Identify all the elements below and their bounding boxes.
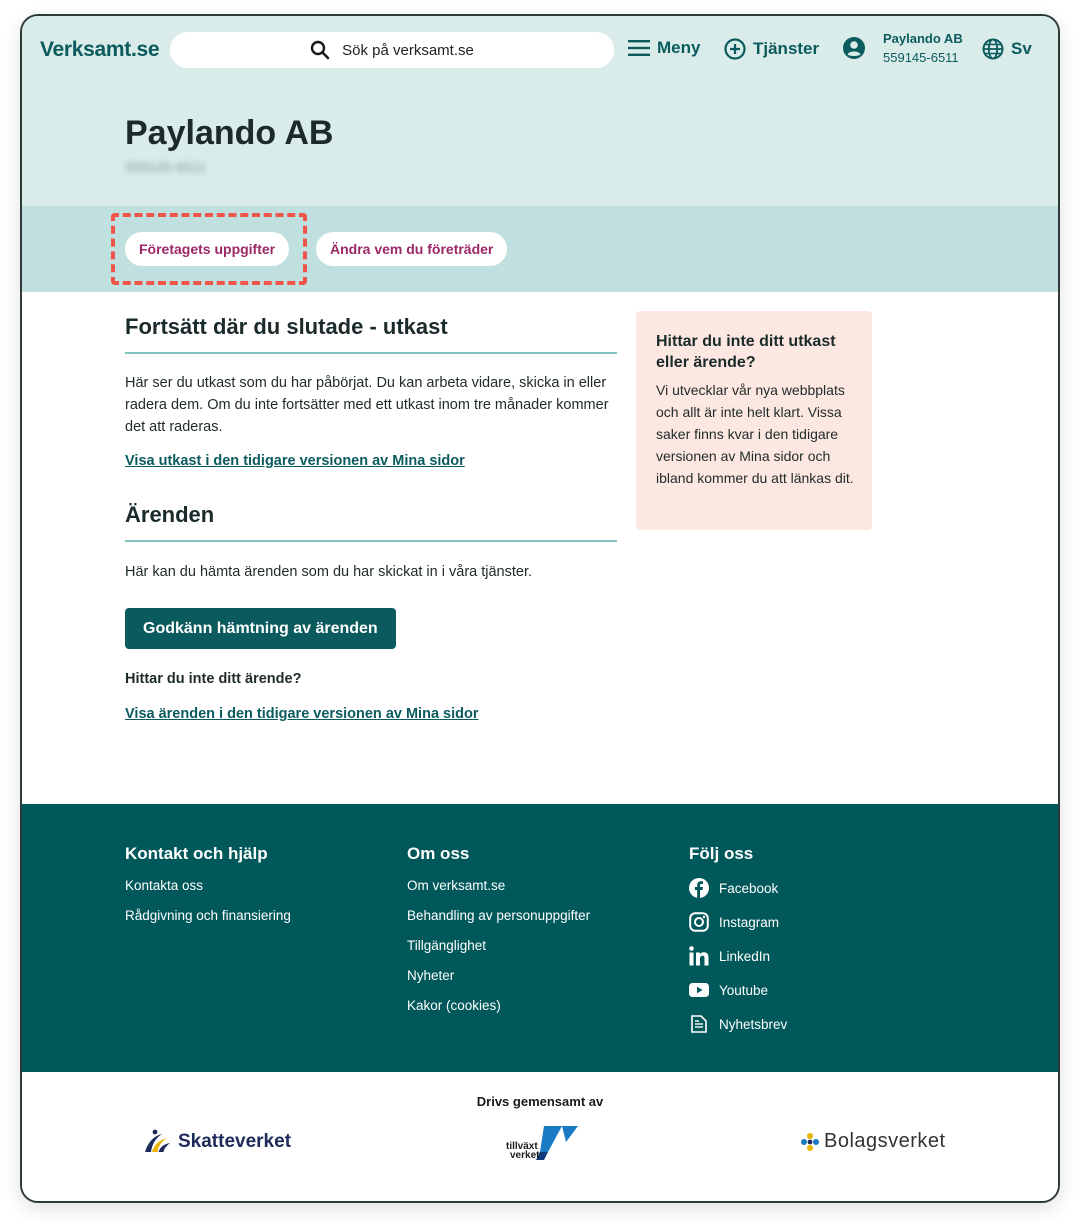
instagram-label: Instagram [719, 914, 780, 930]
footer-column-contact [125, 844, 291, 938]
drafts-heading: Fortsätt där du slutade - utkast [125, 314, 448, 339]
company-org-number: 559145-6511 [125, 159, 207, 175]
site-header [22, 16, 1058, 86]
cases-old-version-link[interactable]: Visa ärenden i den tidigare versionen av Mina sidor [125, 706, 479, 722]
linkedin-label: LinkedIn [719, 948, 771, 964]
facebook-icon [689, 878, 709, 898]
account-org-number: 559145-6511 [883, 50, 959, 65]
footer-column-follow [689, 844, 787, 1048]
menu-label: Meny [657, 38, 701, 57]
plus-circle-icon [724, 38, 746, 60]
site-footer [22, 804, 1058, 1072]
site-logo[interactable]: Verksamt.se [40, 38, 160, 61]
drafts-old-version-link[interactable]: Visa utkast i den tidigare versionen av Mina sidor [125, 453, 465, 469]
footer-link-news[interactable]: Nyheter [407, 968, 455, 983]
divider [125, 352, 617, 354]
footer-link-facebook[interactable] [689, 878, 787, 898]
document-icon [689, 1014, 709, 1034]
tillvaxtverket-logo[interactable] [504, 1124, 580, 1169]
change-representation-button[interactable]: Ändra vem du företräder [316, 232, 507, 266]
language-button[interactable] [982, 38, 1032, 60]
footer-heading: Kontakt och hjälp [125, 844, 268, 863]
skatteverket-name: Skatteverket [178, 1131, 292, 1152]
company-details-button[interactable]: Företagets uppgifter [125, 232, 289, 266]
search-placeholder: Sök på verksamt.se [342, 41, 474, 59]
footer-link-contact[interactable]: Kontakta oss [125, 878, 204, 893]
skatteverket-crown-icon [142, 1128, 172, 1156]
sub-navigation [22, 206, 1058, 292]
info-box-title: Hittar du inte ditt utkast eller ärende? [656, 333, 836, 371]
footer-link-youtube[interactable] [689, 980, 787, 1000]
browser-frame [20, 14, 1060, 1203]
approve-fetch-cases-button[interactable]: Godkänn hämtning av ärenden [125, 608, 396, 649]
skatteverket-logo[interactable] [142, 1128, 291, 1156]
footer-link-instagram[interactable] [689, 912, 787, 932]
footer-link-about[interactable]: Om verksamt.se [407, 878, 506, 893]
user-icon [842, 36, 866, 60]
newsletter-label: Nyhetsbrev [719, 1016, 788, 1032]
footer-heading: Om oss [407, 844, 470, 863]
page-title: Paylando AB [125, 114, 334, 152]
footer-link-privacy[interactable]: Behandling av personuppgifter [407, 908, 591, 923]
tillvaxtverket-name-line1: tillväxt [506, 1141, 538, 1152]
youtube-icon [689, 980, 709, 1000]
footer-link-accessibility[interactable]: Tillgänglighet [407, 938, 487, 953]
divider [125, 540, 617, 542]
search-icon [310, 40, 330, 60]
globe-icon [982, 38, 1004, 60]
partners-section [22, 1072, 1058, 1203]
tillvaxtverket-name-line2: verket [510, 1150, 540, 1161]
services-button[interactable] [724, 38, 819, 60]
partners-label: Drivs gemensamt av [476, 1094, 604, 1109]
info-box [636, 311, 872, 530]
services-label: Tjänster [753, 39, 820, 58]
main-content [22, 292, 1058, 804]
account-name: Paylando AB [883, 31, 963, 46]
facebook-label: Facebook [719, 880, 779, 896]
instagram-icon [689, 912, 709, 932]
cases-text: Här kan du hämta ärenden som du har skickat in i våra tjänster. [125, 564, 533, 580]
cases-heading: Ärenden [125, 502, 215, 527]
info-box-text: Vi utvecklar vår nya webbplats och allt är inte helt klart. Vissa saker finns kvar i den tidigare versionen av Mina sidor och ibland kommer du att länkas dit. [656, 382, 854, 486]
footer-link-cookies[interactable]: Kakor (cookies) [407, 998, 501, 1013]
menu-button[interactable] [628, 38, 700, 58]
bolagsverket-logo[interactable] [800, 1130, 946, 1153]
footer-link-newsletter[interactable] [689, 1014, 787, 1034]
linkedin-icon [689, 946, 709, 966]
footer-column-about [407, 844, 590, 1028]
hamburger-icon [628, 40, 650, 56]
account-info [883, 31, 963, 65]
drafts-text: Här ser du utkast som du har påbörjat. Du kan arbeta vidare, skicka in eller radera dem. Om du inte fortsätter med ett utkast inom tre månader kommer det att raderas. [125, 375, 609, 435]
bolagsverket-name: Bolagsverket [824, 1130, 946, 1152]
bolagsverket-flower-icon [800, 1132, 820, 1152]
header-area [22, 16, 1058, 206]
footer-link-advice[interactable]: Rådgivning och finansiering [125, 908, 291, 923]
cases-question: Hittar du inte ditt ärende? [125, 671, 302, 687]
footer-heading: Följ oss [689, 844, 754, 863]
language-label: Sv [1011, 39, 1032, 58]
search-input[interactable] [170, 32, 614, 68]
footer-link-linkedin[interactable] [689, 946, 787, 966]
youtube-label: Youtube [719, 982, 769, 998]
account-button[interactable] [842, 31, 963, 65]
